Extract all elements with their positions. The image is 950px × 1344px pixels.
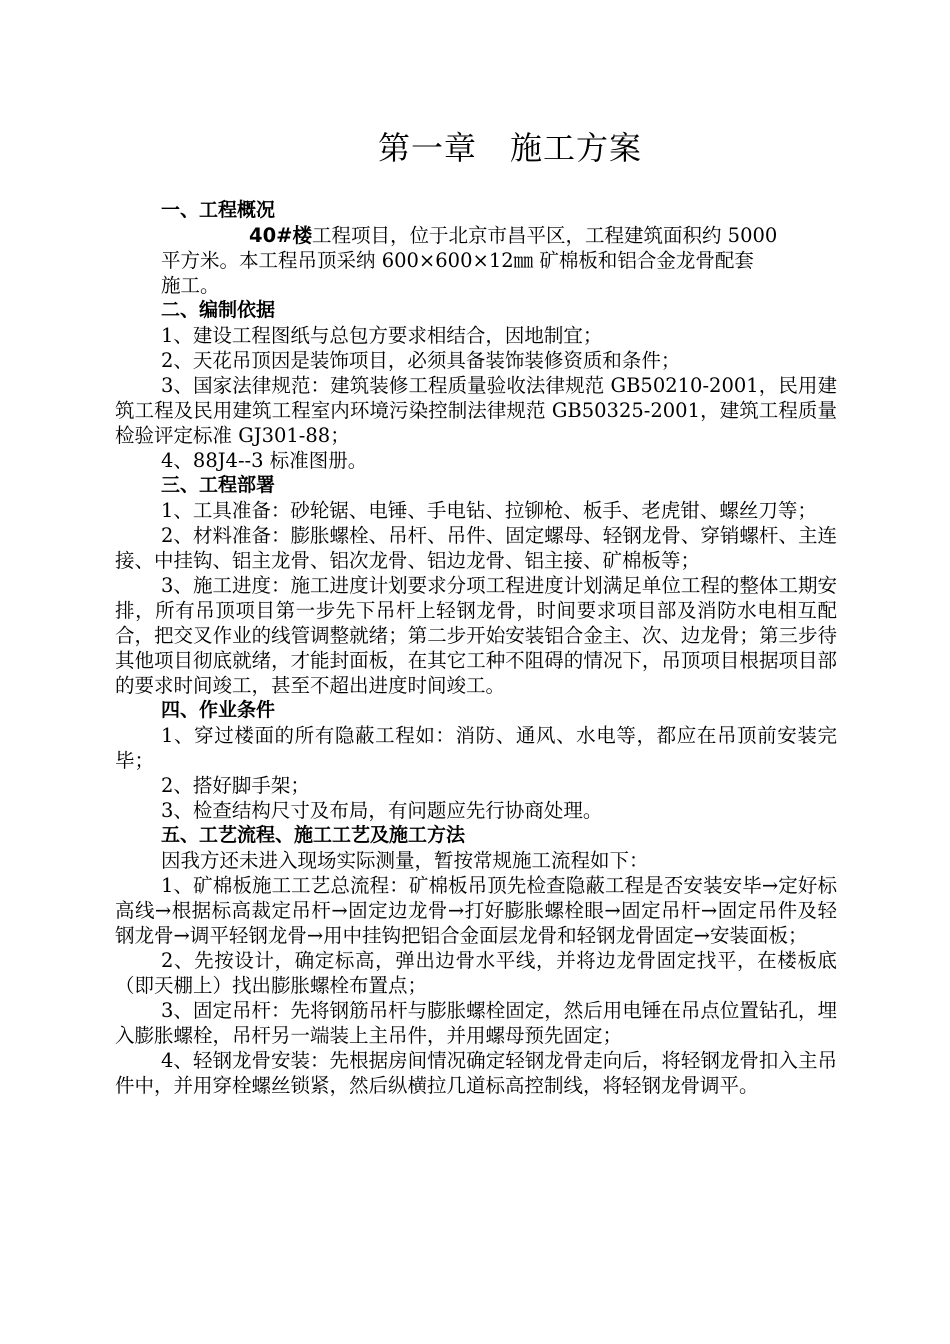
overview-text: 工程项目，位于北京市昌平区，工程建筑面积约 5000 [311, 224, 778, 247]
basis-item-2: 2、天花吊顶因是装饰项目，必须具备装饰装修资质和条件； [161, 349, 681, 372]
process-intro: 因我方还未进入现场实际测量，暂按常规施工流程如下： [161, 849, 649, 872]
process-item-1: 1、矿棉板施工工艺总流程：矿棉板吊顶先检查隐蔽工程是否安装安毕→定好标高线→根据标高裁定吊杆→固定边龙骨→打好膨胀螺栓眼→固定吊杆→固定吊件及轻钢龙骨→调平轻钢龙骨→用中挂钩把铝合金面层龙骨和轻钢龙骨固定→安装面板； [115, 874, 837, 947]
basis-item-3: 3、国家法律规范：建筑装修工程质量验收法律规范 GB50210-2001，民用建筑工程及民用建筑工程室内环境污染控制法律规范 GB50325-2001，建筑工程质量检验评定标准 GJ301-88； [115, 374, 837, 447]
process-item-2: 2、先按设计，确定标高，弹出边骨水平线，并将边龙骨固定找平，在楼板底（即天棚上）找出膨胀螺栓布置点； [115, 949, 837, 997]
document-body [115, 198, 837, 1098]
building-number: 40#楼 [249, 224, 312, 247]
deployment-item-2: 2、材料准备：膨胀螺栓、吊杆、吊件、固定螺母、轻钢龙骨、穿销螺杆、主连接、中挂钩、铝主龙骨、铝次龙骨、铝边龙骨、铝主接、矿棉板等； [115, 524, 837, 572]
basis-item-4: 4、88J4--3 标准图册。 [161, 449, 368, 472]
process-item-3: 3、固定吊杆：先将钢筋吊杆与膨胀螺栓固定，然后用电锤在吊点位置钻孔，埋入膨胀螺栓，吊杆另一端装上主吊件，并用螺母预先固定； [115, 999, 837, 1047]
process-item-4: 4、轻钢龙骨安装：先根据房间情况确定轻钢龙骨走向后，将轻钢龙骨扣入主吊件中，并用穿栓螺丝锁紧，然后纵横拉几道标高控制线，将轻钢龙骨调平。 [115, 1049, 837, 1097]
overview-paragraph-line3: 施工。 [161, 274, 220, 297]
section-heading-process: 五、工艺流程、施工工艺及施工方法 [161, 824, 466, 846]
conditions-item-2: 2、搭好脚手架； [161, 774, 310, 797]
section-heading-overview: 一、工程概况 [161, 199, 276, 221]
basis-item-1: 1、建设工程图纸与总包方要求相结合，因地制宜； [161, 324, 603, 347]
conditions-item-1: 1、穿过楼面的所有隐蔽工程如：消防、通风、水电等，都应在吊顶前安装完毕； [115, 724, 837, 772]
overview-paragraph-line1 [115, 223, 837, 248]
overview-paragraph-line2: 平方米。本工程吊顶采纳 600×600×12㎜ 矿棉板和铝合金龙骨配套 [161, 249, 754, 272]
deployment-item-3: 3、施工进度：施工进度计划要求分项工程进度计划满足单位工程的整体工期安排，所有吊顶项目第一步先下吊杆上轻钢龙骨，时间要求项目部及消防水电相互配合，把交叉作业的线管调整就绪；第二步开始安装铝合金主、次、边龙骨；第三步待其他项目彻底就绪，才能封面板，在其它工种不阻碍的情况下，吊顶项目根据项目部的要求时间竣工，甚至不超出进度时间竣工。 [115, 574, 837, 697]
section-heading-deployment: 三、工程部署 [161, 474, 276, 496]
deployment-item-1: 1、工具准备：砂轮锯、电锤、手电钻、拉铆枪、板手、老虎钳、螺丝刀等； [161, 499, 817, 522]
chapter-title: 第一章 施工方案 [377, 129, 642, 167]
section-heading-basis: 二、编制依据 [161, 299, 276, 321]
section-heading-conditions: 四、作业条件 [161, 699, 276, 721]
conditions-item-3: 3、检查结构尺寸及布局，有问题应先行协商处理。 [161, 799, 603, 822]
